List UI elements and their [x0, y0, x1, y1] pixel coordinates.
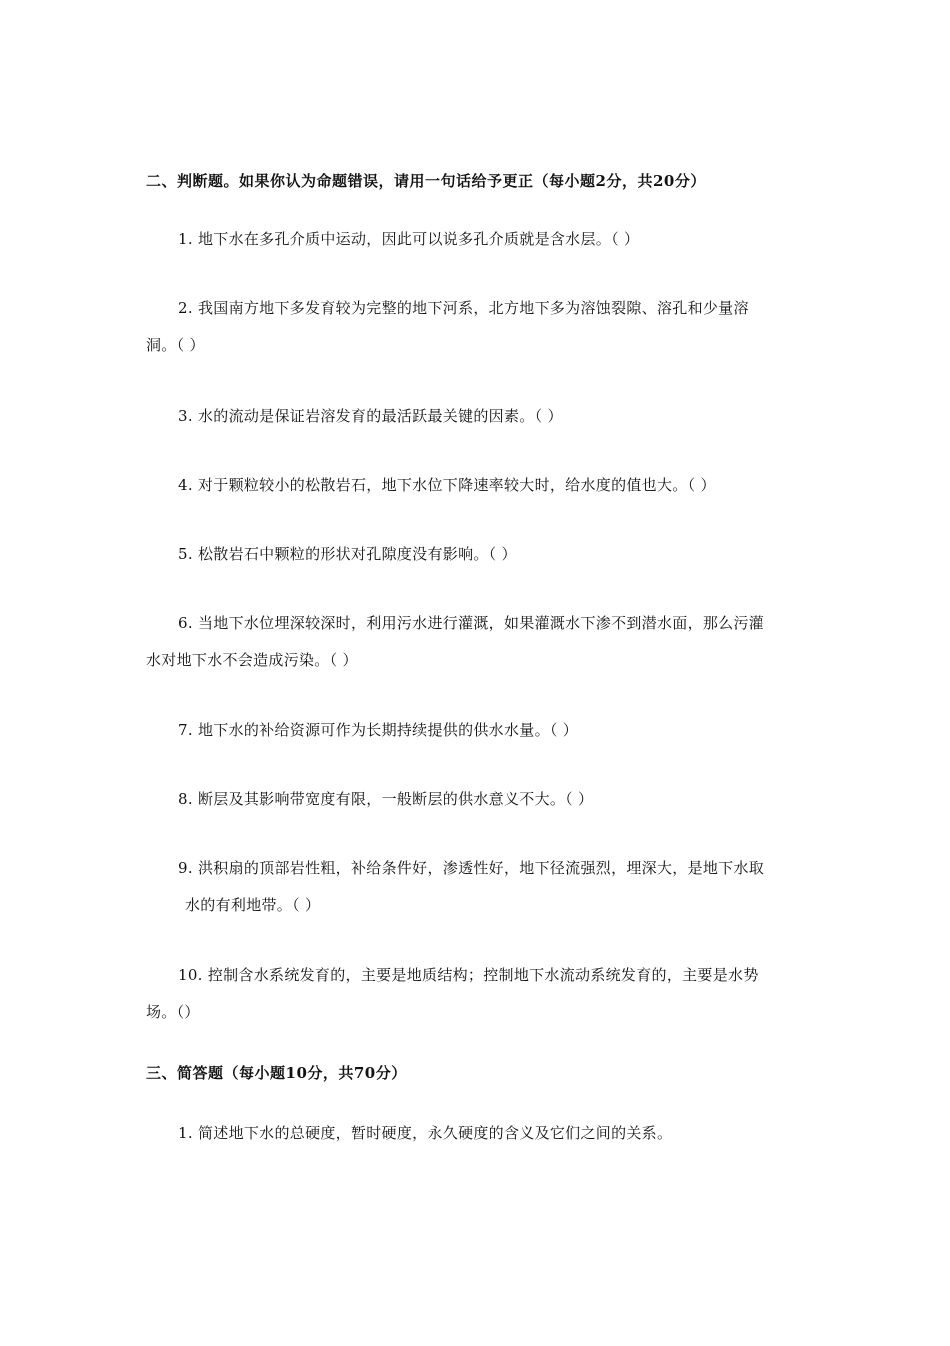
question-2-8 — [178, 781, 593, 818]
question-line: 1. 地下水在多孔介质中运动，因此可以说多孔介质就是含水层。（ ） — [178, 230, 640, 248]
question-2-1 — [178, 221, 639, 258]
question-line: 5. 松散岩石中颗粒的形状对孔隙度没有影响。（ ） — [178, 545, 517, 563]
question-3-1 — [178, 1115, 672, 1152]
question-line: 8. 断层及其影响带宽度有限，一般断层的供水意义不大。（ ） — [178, 790, 594, 808]
question-line: 7. 地下水的补给资源可作为长期持续提供的供水水量。（ ） — [178, 721, 579, 739]
question-2-9 — [178, 850, 764, 924]
section-2-heading: 二、判断题。如果你认为命题错误，请用一句话给予更正（每小题2分，共20分） — [146, 172, 706, 190]
question-line: 9. 洪积扇的顶部岩性粗，补给条件好，渗透性好，地下径流强烈，埋深大，是地下水取 — [178, 859, 765, 877]
question-line: 1. 简述地下水的总硬度，暂时硬度，永久硬度的含义及它们之间的关系。 — [178, 1124, 673, 1142]
question-2-2 — [146, 290, 749, 364]
question-line: 6. 当地下水位埋深较深时，利用污水进行灌溉，如果灌溉水下渗不到潜水面，那么污灌 — [178, 614, 765, 632]
question-line: 场。（） — [146, 1003, 200, 1021]
question-2-7 — [178, 712, 578, 749]
question-line: 3. 水的流动是保证岩溶发育的最活跃最关键的因素。（ ） — [178, 407, 563, 425]
question-line: 水对地下水不会造成污染。（ ） — [146, 651, 358, 669]
question-2-4 — [178, 467, 716, 504]
question-line: 水的有利地带。（ ） — [185, 896, 321, 914]
question-line: 10. 控制含水系统发育的，主要是地质结构；控制地下水流动系统发育的，主要是水势 — [178, 966, 759, 984]
question-2-3 — [178, 398, 563, 435]
question-line: 洞。（ ） — [146, 336, 205, 354]
question-2-5 — [178, 536, 517, 573]
question-line: 2. 我国南方地下多发育较为完整的地下河系，北方地下多为溶蚀裂隙、溶孔和少量溶 — [178, 299, 749, 317]
question-2-10 — [146, 957, 759, 1031]
question-line: 4. 对于颗粒较小的松散岩石，地下水位下降速率较大时，给水度的值也大。（ ） — [178, 476, 716, 494]
question-2-6 — [146, 605, 764, 679]
section-3-heading: 三、简答题（每小题10分，共70分） — [146, 1064, 407, 1082]
